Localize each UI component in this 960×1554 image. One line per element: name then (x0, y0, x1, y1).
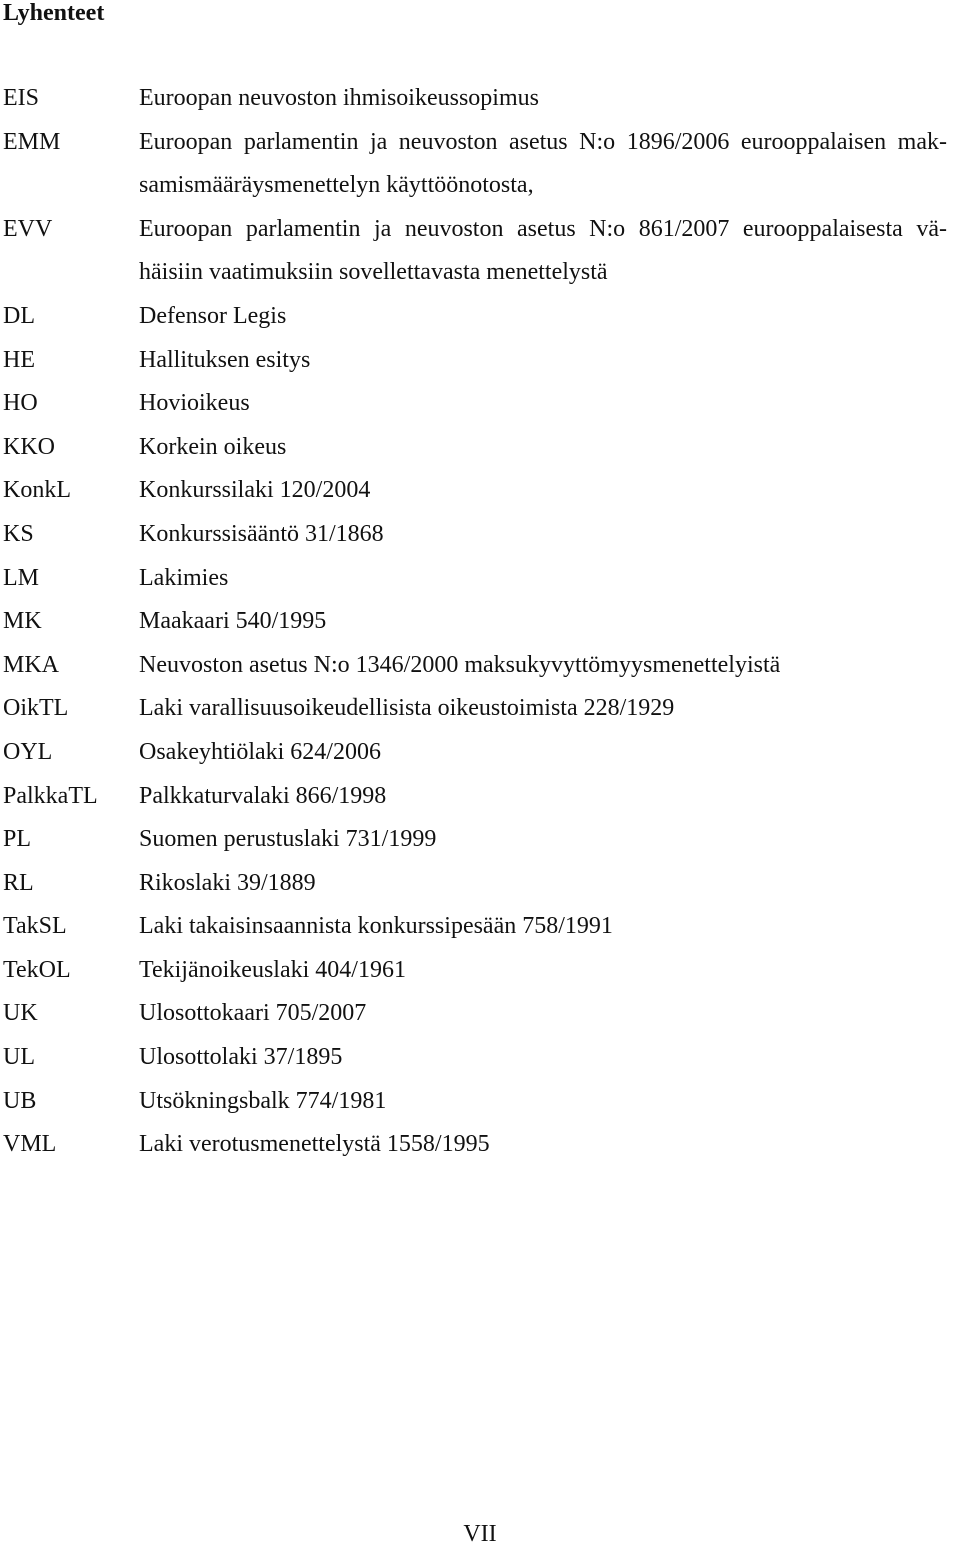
abbreviation-term: TekOL (3, 956, 71, 983)
abbreviation-term: UB (3, 1087, 37, 1114)
abbreviation-term: RL (3, 869, 34, 896)
abbreviation-row (0, 775, 960, 819)
abbreviation-definition (139, 557, 947, 601)
abbreviation-row (0, 862, 960, 906)
definition-line: samismääräysmenettelyn käyttöönotosta, (139, 172, 534, 199)
definition-line: Utsökningsbalk 774/1981 (139, 1087, 387, 1114)
abbreviation-term: KS (3, 520, 34, 547)
page-number: VII (463, 1521, 497, 1547)
abbreviation-definition (139, 775, 947, 819)
definition-line: Konkurssilaki 120/2004 (139, 477, 371, 504)
definition-line: Euroopan parlamentin ja neuvoston asetus N:o 1896/2006 eurooppalaisen mak- (139, 128, 947, 155)
abbreviation-row (0, 600, 960, 644)
abbreviation-definition (139, 687, 947, 731)
abbreviation-row (0, 818, 960, 862)
abbreviation-row (0, 731, 960, 775)
abbreviation-definition (139, 295, 947, 339)
abbreviation-term: MKA (3, 651, 60, 678)
abbreviation-list (0, 77, 960, 1167)
abbreviation-term: LM (3, 564, 39, 591)
abbreviation-row (0, 426, 960, 470)
abbreviation-definition (139, 513, 947, 557)
definition-line: Lakimies (139, 564, 229, 591)
abbreviation-definition (139, 382, 947, 426)
definition-line: Ulosottolaki 37/1895 (139, 1044, 343, 1071)
abbreviation-row (0, 905, 960, 949)
abbreviation-definition (139, 862, 947, 906)
abbreviation-definition (139, 208, 947, 295)
abbreviation-term: UK (3, 1000, 38, 1027)
definition-line: Ulosottokaari 705/2007 (139, 1000, 367, 1027)
abbreviation-definition (139, 469, 947, 513)
abbreviation-term: UL (3, 1044, 35, 1071)
definition-line: Neuvoston asetus N:o 1346/2000 maksukyvyttömyysmenettelyistä (139, 651, 781, 678)
abbreviation-row (0, 382, 960, 426)
definition-line: Suomen perustuslaki 731/1999 (139, 826, 437, 853)
abbreviation-term: OikTL (3, 695, 69, 722)
abbreviation-row (0, 469, 960, 513)
abbreviation-definition (139, 644, 947, 688)
abbreviation-row (0, 557, 960, 601)
abbreviation-term: EVV (3, 215, 53, 242)
abbreviation-term: HE (3, 346, 35, 373)
abbreviation-row (0, 208, 960, 295)
abbreviation-definition (139, 1036, 947, 1080)
abbreviation-definition (139, 339, 947, 383)
abbreviation-row (0, 339, 960, 383)
abbreviation-term: EIS (3, 85, 39, 111)
abbreviation-definition (139, 992, 947, 1036)
abbreviation-term: HO (3, 390, 38, 417)
definition-line: Defensor Legis (139, 302, 287, 329)
abbreviation-term: OYL (3, 738, 53, 765)
abbreviation-row (0, 644, 960, 688)
abbreviation-definition (139, 905, 947, 949)
abbreviation-definition (139, 818, 947, 862)
abbreviation-term: KonkL (3, 477, 71, 504)
abbreviation-definition (139, 600, 947, 644)
abbreviation-row (0, 949, 960, 993)
abbreviation-definition (139, 1123, 947, 1167)
abbreviation-term: TakSL (3, 913, 67, 940)
abbreviation-row (0, 513, 960, 557)
definition-line: Konkurssisääntö 31/1868 (139, 520, 384, 547)
abbreviation-definition (139, 121, 947, 208)
abbreviation-term: EMM (3, 128, 61, 155)
abbreviation-definition (139, 731, 947, 775)
definition-line: häisiin vaatimuksiin sovellettavasta menettelystä (139, 259, 608, 286)
definition-line: Rikoslaki 39/1889 (139, 869, 316, 896)
definition-line: Palkkaturvalaki 866/1998 (139, 782, 387, 809)
abbreviation-row (0, 1036, 960, 1080)
abbreviation-row (0, 77, 960, 121)
abbreviation-term: PL (3, 826, 32, 853)
definition-line: Hovioikeus (139, 390, 250, 417)
abbreviation-row (0, 687, 960, 731)
page-heading: Lyhenteet (3, 0, 105, 26)
abbreviation-term: KKO (3, 433, 55, 460)
definition-line: Korkein oikeus (139, 433, 287, 460)
definition-line: Laki verotusmenettelystä 1558/1995 (139, 1131, 490, 1158)
definition-line: Tekijänoikeuslaki 404/1961 (139, 956, 406, 983)
abbreviation-term: PalkkaTL (3, 782, 98, 809)
abbreviation-term: MK (3, 608, 42, 635)
definition-line: Osakeyhtiölaki 624/2006 (139, 738, 381, 765)
abbreviation-definition (139, 77, 947, 121)
abbreviation-definition (139, 1080, 947, 1124)
definition-line: Laki takaisinsaannista konkurssipesään 758/1991 (139, 913, 613, 940)
definition-line: Maakaari 540/1995 (139, 608, 327, 635)
abbreviation-row (0, 295, 960, 339)
abbreviation-row (0, 992, 960, 1036)
abbreviation-term: VML (3, 1131, 57, 1158)
definition-line: Laki varallisuusoikeudellisista oikeustoimista 228/1929 (139, 695, 675, 722)
abbreviation-row (0, 1123, 960, 1167)
abbreviation-definition (139, 426, 947, 470)
abbreviation-row (0, 1080, 960, 1124)
definition-line: Euroopan parlamentin ja neuvoston asetus N:o 861/2007 eurooppalaisesta vä- (139, 215, 947, 242)
abbreviation-term: DL (3, 302, 35, 329)
abbreviation-definition (139, 949, 947, 993)
definition-line: Euroopan neuvoston ihmisoikeussopimus (139, 85, 539, 111)
definition-line: Hallituksen esitys (139, 346, 311, 373)
abbreviation-row (0, 121, 960, 208)
